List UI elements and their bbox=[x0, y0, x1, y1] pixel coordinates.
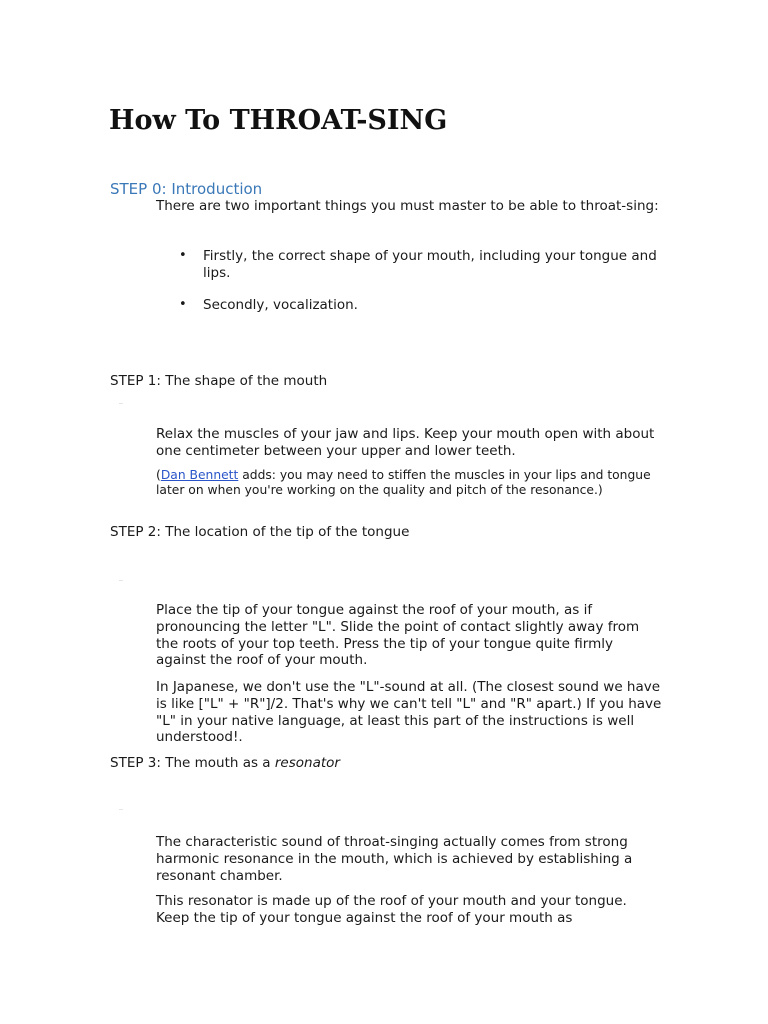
placeholder-mark bbox=[119, 580, 123, 581]
step1-paragraph: Relax the muscles of your jaw and lips. Keep your mouth open with about one centimeter between your upper and lower teeth. bbox=[156, 426, 655, 459]
step3-heading-italic: resonator bbox=[274, 755, 340, 771]
step0-intro-paragraph: There are two important things you must master to be able to throat-sing: bbox=[156, 198, 659, 214]
bullet-text: Firstly, the correct shape of your mouth, including your tongue and lips. bbox=[203, 248, 657, 281]
bullet-icon: • bbox=[179, 248, 187, 263]
dan-bennett-link[interactable]: Dan Bennett bbox=[160, 468, 239, 482]
step3-heading-text: STEP 3: The mouth as a bbox=[110, 755, 275, 771]
bullet-text: Secondly, vocalization. bbox=[203, 297, 358, 313]
step2-heading: STEP 2: The location of the tip of the tongue bbox=[110, 524, 410, 540]
note-text: adds: you may need to stiffen the muscles in your lips and tongue later on when you're working on the quality and pitch of the resonance.) bbox=[156, 468, 651, 498]
step2-paragraph-1: Place the tip of your tongue against the roof of your mouth, as if pronouncing the letter "L". Slide the point of contact slightly away from the roots of your top teeth. Press the tip of your tongue quite firmly against the roof of your mouth. bbox=[156, 602, 640, 669]
step2-paragraph-2: In Japanese, we don't use the "L"-sound at all. (The closest sound we have is like ["L" + "R"]/2. That's why we can't tell "L" and "R" apart.) If you have "L" in your native language, at least this part of the instructions is well understood!. bbox=[156, 679, 662, 746]
step3-heading bbox=[110, 754, 340, 772]
step0-heading: STEP 0: Introduction bbox=[110, 180, 263, 198]
list-item bbox=[156, 248, 662, 282]
step3-paragraph-1: The characteristic sound of throat-singing actually comes from strong harmonic resonance in the mouth, which is achieved by establishing a resonant chamber. bbox=[156, 834, 633, 884]
step3-paragraph-2: This resonator is made up of the roof of your mouth and your tongue. Keep the tip of your tongue against the roof of your mouth as bbox=[156, 893, 627, 926]
note-open-paren: ( bbox=[156, 468, 161, 482]
list-item bbox=[156, 297, 662, 314]
placeholder-mark bbox=[119, 403, 123, 404]
placeholder-mark bbox=[119, 809, 123, 810]
step1-heading: STEP 1: The shape of the mouth bbox=[110, 373, 328, 389]
step1-note bbox=[156, 468, 662, 499]
document-title: How To THROAT-SING bbox=[109, 105, 448, 136]
bullet-icon: • bbox=[179, 297, 187, 312]
